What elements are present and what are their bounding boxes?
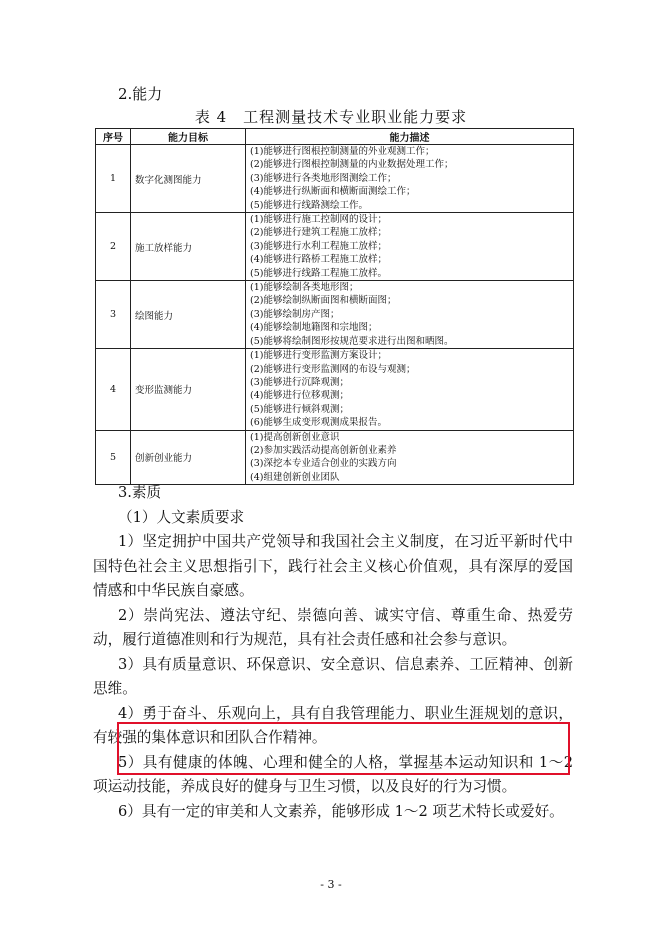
paragraph-highlighted: 5）具有健康的体魄、心理和健全的人格，掌握基本运动知识和 1～2 项运动技能，养成良好的健身与卫生习惯，以及良好的行为习惯。 — [93, 753, 573, 795]
row-description — [246, 145, 574, 213]
row-number: 1 — [96, 145, 131, 213]
description-item: (5)能够进行线路测绘工作。 — [250, 199, 368, 211]
table-header-row — [96, 129, 574, 145]
description-item: (4)能够进行纵断面和横断面测绘工作； — [250, 186, 416, 198]
row-goal: 施工放样能力 — [131, 213, 246, 281]
description-item: (3)能够进行沉降观测； — [250, 376, 349, 388]
description-item: (3)能够进行水利工程施工放样； — [250, 240, 387, 252]
table-row — [96, 213, 574, 281]
row-goal: 创新创业能力 — [131, 430, 246, 485]
description-item: (4)能够进行位移观测； — [250, 390, 349, 402]
description-item: (2)参加实践活动提高创新创业素养 — [250, 444, 397, 456]
highlight-box — [117, 722, 570, 775]
table-row — [96, 349, 574, 430]
subheading-humanities: （1）人文素质要求 — [118, 508, 245, 526]
page-number: - 3 - — [320, 878, 342, 891]
description-item: (4)组建创新创业团队 — [250, 471, 340, 483]
table-row — [96, 281, 574, 349]
description-item: (2)能够进行图根控制测量的内业数据处理工作； — [250, 159, 454, 171]
description-item: (5)能够将绘制图形按规范要求进行出图和晒图。 — [250, 335, 454, 347]
paragraph: 4）勇于奋斗、乐观向上，具有自我管理能力、职业生涯规划的意识，有较强的集体意识和团队合作精神。 — [93, 704, 573, 746]
description-item: (1)能够进行施工控制网的设计； — [250, 214, 387, 226]
description-item: (3)能够绘制房产图； — [250, 308, 340, 320]
row-number: 5 — [96, 430, 131, 485]
row-description — [246, 349, 574, 430]
description-item: (2)能够绘制纵断面图和横断面图； — [250, 295, 397, 307]
table-caption: 表 4 工程测量技术专业职业能力要求 — [194, 108, 468, 126]
description-item: (1)能够进行图根控制测量的外业观测工作； — [250, 146, 435, 157]
description-item: (1)能够进行变形监测方案设计； — [250, 350, 387, 362]
table-row — [96, 430, 574, 485]
heading-quality: 3.素质 — [118, 484, 162, 501]
row-description — [246, 430, 574, 485]
paragraph: 2）崇尚宪法、遵法守纪、崇德向善、诚实守信、尊重生命、热爱劳动，履行道德准则和行为规范，具有社会责任感和社会参与意识。 — [93, 606, 573, 648]
row-goal: 数字化测图能力 — [131, 145, 246, 213]
paragraph: 1）坚定拥护中国共产党领导和我国社会主义制度，在习近平新时代中国特色社会主义思想指引下，践行社会主义核心价值观，具有深厚的爱国情感和中华民族自豪感。 — [93, 533, 573, 599]
description-item: (3)能够进行各类地形图测绘工作； — [250, 172, 397, 184]
paragraph: 3）具有质量意识、环保意识、安全意识、信息素养、工匠精神、创新思维。 — [93, 655, 573, 697]
row-goal: 绘图能力 — [131, 281, 246, 349]
description-item: (4)能够绘制地籍图和宗地图； — [250, 322, 378, 334]
paragraph: 6）具有一定的审美和人文素养，能够形成 1～2 项艺术特长或爱好。 — [118, 802, 564, 820]
description-item: (2)能够进行变形监测网的布设与观测； — [250, 363, 416, 375]
section-heading: 2.能力 — [118, 85, 163, 103]
description-item: (4)能够进行路桥工程施工放样； — [250, 254, 387, 266]
row-goal: 变形监测能力 — [131, 349, 246, 430]
description-item: (1)能够绘制各类地形图； — [250, 282, 359, 294]
description-item: (2)能够进行建筑工程施工放样； — [250, 227, 387, 239]
header-goal: 能力目标 — [131, 129, 246, 145]
row-description — [246, 213, 574, 281]
description-item: (5)能够进行线路工程施工放样。 — [250, 267, 387, 279]
description-item: (1)提高创新创业意识 — [250, 431, 340, 443]
row-number: 3 — [96, 281, 131, 349]
header-desc: 能力描述 — [246, 129, 574, 145]
description-item: (5)能够进行倾斜观测； — [250, 403, 349, 415]
ability-table — [95, 128, 574, 485]
row-number: 4 — [96, 349, 131, 430]
row-number: 2 — [96, 213, 131, 281]
header-num: 序号 — [96, 129, 131, 145]
description-item: (3)深挖本专业适合创业的实践方向 — [250, 458, 397, 470]
table-row — [96, 145, 574, 213]
row-description — [246, 281, 574, 349]
description-item: (6)能够生成变形观测成果报告。 — [250, 417, 387, 429]
